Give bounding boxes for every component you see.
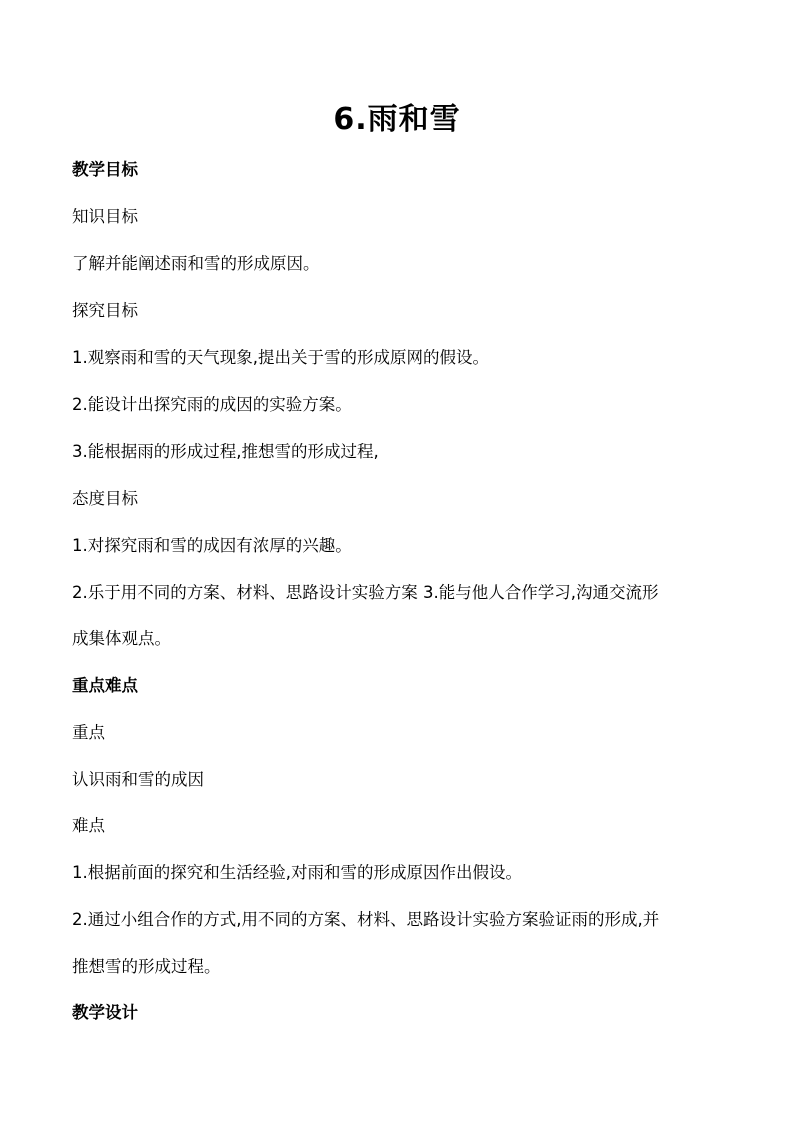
- difficult-item-2-line-2: 推想雪的形成过程。: [72, 957, 221, 976]
- inquiry-item-1: 1.观察雨和雪的天气现象,提出关于雪的形成原网的假设。: [72, 348, 489, 367]
- design-heading: 教学设计: [72, 1003, 138, 1022]
- attitude-item-1: 1.对探究雨和雪的成因有浓厚的兴趣。: [72, 536, 352, 555]
- difficult-item-1: 1.根据前面的探究和生活经验,对雨和雪的形成原因作出假设。: [72, 863, 522, 882]
- knowledge-item: 了解并能阐述雨和雪的形成原因。: [72, 254, 320, 273]
- key-difficult-heading: 重点难点: [72, 676, 138, 695]
- inquiry-item-2: 2.能设计出探究雨的成因的实验方案。: [72, 395, 352, 414]
- knowledge-heading: 知识目标: [72, 207, 138, 226]
- key-heading: 重点: [72, 723, 105, 742]
- key-item: 认识雨和雪的成因: [72, 770, 204, 789]
- attitude-heading: 态度目标: [72, 489, 138, 508]
- attitude-item-2-line-1: 2.乐于用不同的方案、材料、思路设计实验方案 3.能与他人合作学习,沟通交流形: [72, 583, 659, 602]
- difficult-heading: 难点: [72, 816, 105, 835]
- attitude-item-2-line-2: 成集体观点。: [72, 629, 171, 648]
- page-title: 6.雨和雪: [333, 102, 461, 137]
- inquiry-heading: 探究目标: [72, 301, 138, 320]
- objectives-heading: 教学目标: [72, 160, 138, 179]
- difficult-item-2-line-1: 2.通过小组合作的方式,用不同的方案、材料、思路设计实验方案验证雨的形成,并: [72, 910, 660, 929]
- inquiry-item-3: 3.能根据雨的形成过程,推想雪的形成过程,: [72, 442, 379, 461]
